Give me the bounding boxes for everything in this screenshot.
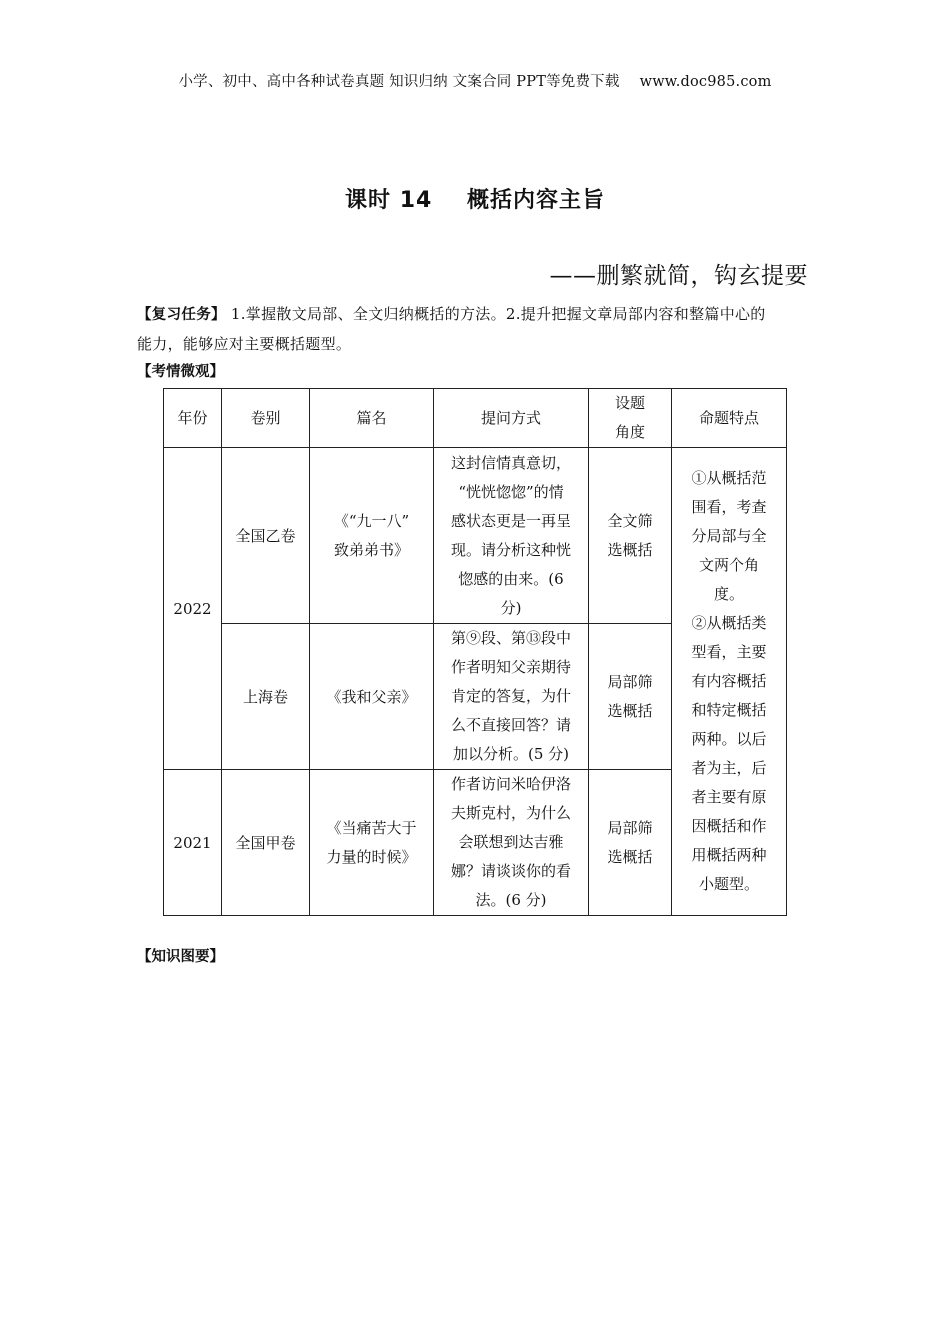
question-cell: 作者访问米哈伊洛 夫斯克村，为什么 会联想到达吉雅 娜？请谈谈你的看 法。(6 分): [434, 770, 589, 916]
header-article: 篇名: [310, 389, 434, 448]
angle-cell: 全文筛 选概括: [589, 448, 672, 624]
year-cell: 2021: [164, 770, 222, 916]
header-paper: 卷别: [222, 389, 310, 448]
article-cell: 《我和父亲》: [310, 624, 434, 770]
header-feature: 命题特点: [672, 389, 787, 448]
exam-table: [163, 388, 787, 916]
header-year: 年份: [164, 389, 222, 448]
question-cell: 第⑨段、第⑬段中 作者明知父亲期待 肯定的答复，为什 么不直接回答？请 加以分析。(5 分): [434, 624, 589, 770]
review-label: 【复习任务】: [137, 307, 226, 323]
angle-cell: 局部筛 选概括: [589, 770, 672, 916]
feature-cell: ①从概括范 围看，考查 分局部与全 文两个角 度。 ②从概括类 型看，主要 有内容概括 和特定概括 两种。以后 者为主，后 者主要有原 因概括和作 用概括两种 小题型。: [672, 448, 787, 916]
exam-section-label: 【考情微观】: [137, 364, 224, 380]
review-task: [137, 300, 814, 359]
question-cell: 这封信情真意切， “恍恍惚惚”的情 感状态更是一再呈 现。请分析这种恍 惚感的由来。(6 分): [434, 448, 589, 624]
header-angle: 设题 角度: [589, 389, 672, 448]
angle-cell: 局部筛 选概括: [589, 624, 672, 770]
page-header: [0, 70, 950, 91]
table-row: [164, 448, 787, 624]
header-text: 小学、初中、高中各种试卷真题 知识归纳 文案合同 PPT等免费下载: [178, 74, 620, 90]
paper-cell: 全国甲卷: [222, 770, 310, 916]
review-line-2: 能力，能够应对主要概括题型。: [137, 335, 352, 353]
article-cell: 《当痛苦大于 力量的时候》: [310, 770, 434, 916]
lesson-subtitle: ——删繁就简，钩玄提要: [549, 263, 808, 289]
paper-cell: 上海卷: [222, 624, 310, 770]
review-line-1: 1.掌握散文局部、全文归纳概括的方法。2.提升把握文章局部内容和整篇中心的: [225, 305, 766, 323]
article-cell: 《“九一八” 致弟弟书》: [310, 448, 434, 624]
header-question: 提问方式: [434, 389, 589, 448]
lesson-title: 课时 14 概括内容主旨: [345, 188, 605, 213]
year-cell: 2022: [164, 448, 222, 770]
header-site: www.doc985.com: [639, 74, 772, 90]
table-header-row: [164, 389, 787, 448]
knowledge-section-label: 【知识图要】: [137, 949, 224, 965]
paper-cell: 全国乙卷: [222, 448, 310, 624]
